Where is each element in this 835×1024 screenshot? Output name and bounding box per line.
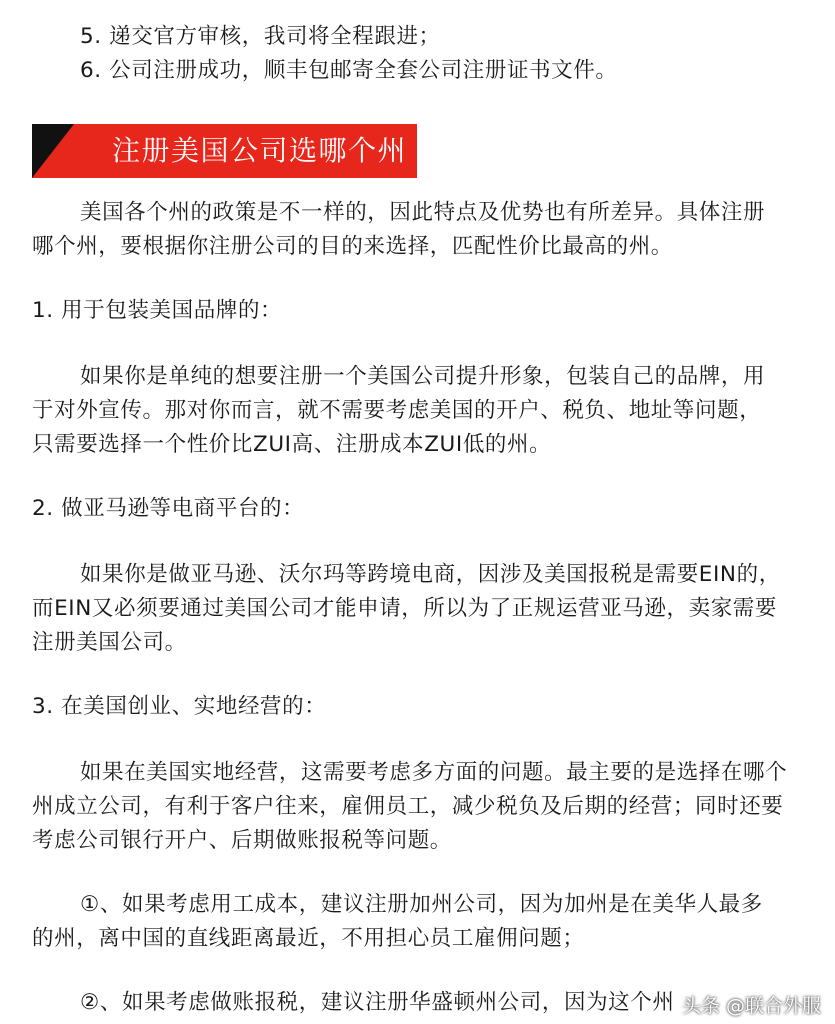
source-watermark: 头条 @联合外服 xyxy=(681,995,821,1017)
item-3-body-line-1: 如果在美国实地经营，这需要考虑多方面的问题。最主要的是选择在哪个 xyxy=(80,760,788,785)
item-2-body-line-1: 如果你是做亚马逊、沃尔玛等跨境电商，因涉及美国报税是需要EIN的， xyxy=(80,562,781,587)
intro-line-2: 哪个州，要根据你注册公司的目的来选择，匹配性价比最高的州。 xyxy=(32,234,673,259)
step-5-text: 5. 递交官方审核，我司将全程跟进； xyxy=(80,24,441,49)
item-3-body-line-2: 州成立公司，有利于客户往来，雇佣员工，减少税负及后期的经营；同时还要 xyxy=(32,794,784,819)
step-6-text: 6. 公司注册成功，顺丰包邮寄全套公司注册证书文件。 xyxy=(80,58,618,83)
item-2-heading: 2. 做亚马逊等电商平台的： xyxy=(32,496,305,521)
item-1-body-line-2: 于对外宣传。那对你而言，就不需要考虑美国的开户、税负、地址等问题， xyxy=(32,398,762,423)
item-1-body-line-3: 只需要选择一个性价比ZUI高、注册成本ZUI低的州。 xyxy=(32,432,552,457)
item-3-sub-1-line-2: 的州，离中国的直线距离最近，不用担心员工雇佣问题； xyxy=(32,926,585,951)
section-title-banner xyxy=(32,124,417,178)
item-3-heading: 3. 在美国创业、实地经营的： xyxy=(32,694,327,719)
section-title: 注册美国公司选哪个州 xyxy=(112,134,408,167)
item-2-body-line-2: 而EIN又必须要通过美国公司才能申请，所以为了正规运营亚马逊，卖家需要 xyxy=(32,596,778,621)
item-1-heading: 1. 用于包装美国品牌的： xyxy=(32,298,283,323)
item-2-body-line-3: 注册美国公司。 xyxy=(32,630,187,655)
intro-line-1: 美国各个州的政策是不一样的，因此特点及优势也有所差异。具体注册 xyxy=(80,200,766,225)
item-3-sub-2-line-1: ②、如果考虑做账报税，建议注册华盛顿州公司，因为这个州 xyxy=(80,990,675,1015)
banner-corner-decoration xyxy=(32,124,74,178)
item-3-sub-1-line-1: ①、如果考虑用工成本，建议注册加州公司，因为加州是在美华人最多 xyxy=(80,892,763,917)
item-3-body-line-3: 考虑公司银行开户、后期做账报税等问题。 xyxy=(32,828,452,853)
item-1-body-line-1: 如果你是单纯的想要注册一个美国公司提升形象，包装自己的品牌，用 xyxy=(80,364,766,389)
